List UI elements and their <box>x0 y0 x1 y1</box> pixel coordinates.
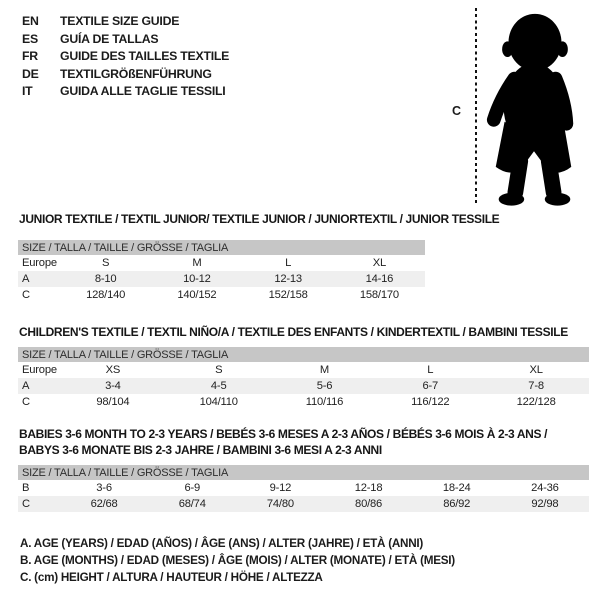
table-row <box>18 255 425 271</box>
size-cell: 12-13 <box>243 271 334 287</box>
size-cell: 92/98 <box>501 496 589 512</box>
size-header-bar <box>18 240 425 255</box>
row-label: C <box>22 289 30 301</box>
section-title-babies-line2: BABYS 3-6 MONATE BIS 2-3 JAHRE / BAMBINI 3-6 MESI A 2-3 ANNI <box>19 443 382 457</box>
children-size-table <box>18 347 589 410</box>
size-cell: 80/86 <box>324 496 412 512</box>
size-cell: 152/158 <box>268 289 308 301</box>
babies-size-table <box>18 465 589 512</box>
size-cell: 68/74 <box>148 496 236 512</box>
size-cell: S <box>101 257 110 269</box>
language-code: EN <box>22 14 39 28</box>
size-cell: XL <box>372 257 387 269</box>
row-label: C <box>22 396 30 408</box>
language-row <box>22 83 229 101</box>
size-cell: L <box>427 364 434 376</box>
legend-note: A. AGE (YEARS) / EDAD (AÑOS) / ÂGE (ANS) / ALTER (JAHRE) / ETÀ (ANNI) <box>20 537 424 550</box>
size-cell: M <box>319 364 330 376</box>
section-title-junior: JUNIOR TEXTILE / TEXTIL JUNIOR/ TEXTILE JUNIOR / JUNIORTEXTIL / JUNIOR TESSILE <box>19 212 500 226</box>
legend-notes <box>20 536 455 586</box>
size-cell: 158/170 <box>359 289 399 301</box>
table-row <box>18 378 589 394</box>
size-cell: M <box>192 257 202 269</box>
size-cell: 9-12 <box>269 482 292 494</box>
size-cell: 6-9 <box>184 482 201 494</box>
size-cell: 14-16 <box>334 271 425 287</box>
size-cell: XL <box>529 364 543 376</box>
size-cell: 5-6 <box>272 378 378 394</box>
size-cell: 18-24 <box>442 482 471 494</box>
table-row <box>18 480 589 496</box>
size-cell: 3-6 <box>96 482 112 494</box>
language-title: GUÍA DE TALLAS <box>60 31 159 46</box>
size-cell: 74/80 <box>236 496 324 512</box>
size-cell: 110/116 <box>305 396 344 408</box>
language-title: TEXTILGRÖßENFÜHRUNG <box>60 66 212 81</box>
row-label: A <box>18 271 60 287</box>
size-cell: 6-7 <box>377 378 483 394</box>
size-cell: 140/152 <box>177 289 217 301</box>
size-cell: XS <box>105 364 121 376</box>
legend-note: B. AGE (MONTHS) / EDAD (MESES) / ÂGE (MOIS) / ALTER (MONATE) / ETÀ (MESI) <box>20 553 455 567</box>
size-cell: 10-12 <box>151 271 242 287</box>
size-header-label: SIZE / TALLA / TAILLE / GRÖSSE / TAGLIA <box>18 240 425 255</box>
row-label: Europe <box>22 257 57 269</box>
baby-silhouette-icon <box>483 10 585 210</box>
size-cell: 7-8 <box>483 378 589 394</box>
language-code: ES <box>22 31 38 46</box>
language-code: IT <box>22 84 33 99</box>
row-label: Europe <box>22 364 57 376</box>
size-cell: S <box>215 364 223 376</box>
section-title-babies-line1: BABIES 3-6 MONTH TO 2-3 YEARS / BEBÉS 3-6 MESES A 2-3 AÑOS / BÉBÉS 3-6 MOIS À 2-3 ANS / <box>19 427 548 441</box>
size-header-bar <box>18 465 589 480</box>
section-title-children: CHILDREN'S TEXTILE / TEXTIL NIÑO/A / TEXTILE DES ENFANTS / KINDERTEXTIL / BAMBINI TESSILE <box>19 325 568 339</box>
language-row <box>22 48 229 66</box>
height-measure-line <box>475 8 477 206</box>
size-header-label: SIZE / TALLA / TAILLE / GRÖSSE / TAGLIA <box>18 347 589 362</box>
language-row <box>22 66 229 84</box>
size-header-bar <box>18 347 589 362</box>
row-label: B <box>22 482 30 494</box>
size-cell: 3-4 <box>60 378 166 394</box>
row-label: A <box>18 378 60 394</box>
table-row <box>18 287 425 303</box>
legend-note: C. (cm) HEIGHT / ALTURA / HAUTEUR / HÖHE / ALTEZZA <box>20 570 323 584</box>
size-cell: 104/110 <box>199 396 238 408</box>
table-row <box>18 394 589 410</box>
size-cell: 12-18 <box>354 482 383 494</box>
size-cell: 4-5 <box>166 378 272 394</box>
size-cell: 8-10 <box>60 271 151 287</box>
language-list <box>22 13 229 101</box>
row-label: C <box>18 496 60 512</box>
size-cell: 128/140 <box>86 289 126 301</box>
language-title: TEXTILE SIZE GUIDE <box>60 14 180 28</box>
section-title-babies <box>19 426 547 458</box>
size-cell: 116/122 <box>411 396 450 408</box>
size-cell: L <box>285 257 292 269</box>
language-code: FR <box>22 49 38 64</box>
size-header-label: SIZE / TALLA / TAILLE / GRÖSSE / TAGLIA <box>18 465 589 480</box>
table-row <box>18 271 425 287</box>
height-marker-label: C <box>452 104 462 118</box>
language-title: GUIDE DES TAILLES TEXTILE <box>60 49 230 64</box>
table-row <box>18 496 589 512</box>
size-cell: 62/68 <box>60 496 148 512</box>
size-cell: 86/92 <box>413 496 501 512</box>
language-row <box>22 31 229 49</box>
junior-size-table <box>18 240 425 303</box>
language-code: DE <box>22 66 39 81</box>
size-cell: 122/128 <box>516 396 556 408</box>
language-row <box>22 13 229 31</box>
language-title: GUIDA ALLE TAGLIE TESSILI <box>60 84 226 99</box>
table-row <box>18 362 589 378</box>
size-cell: 98/104 <box>96 396 130 408</box>
size-cell: 24-36 <box>531 482 559 494</box>
